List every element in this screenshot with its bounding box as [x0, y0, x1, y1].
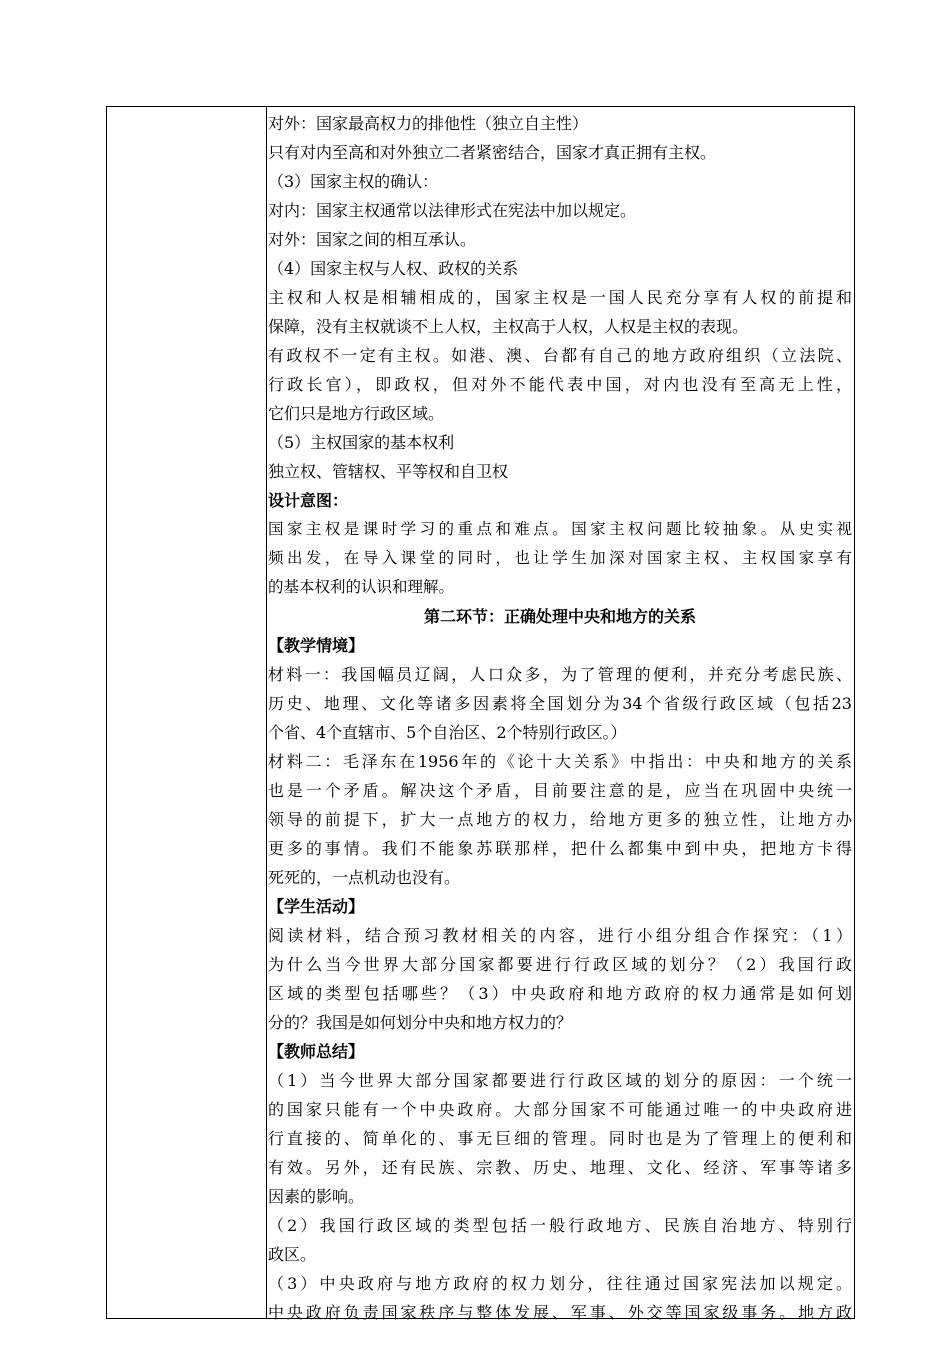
text-line: 有政权不一定有主权。如港、澳、台都有自己的地方政府组织（立法院、: [268, 346, 852, 365]
text-line: 政区。: [268, 1245, 317, 1264]
text-line: （1）当今世界大部分国家都要进行行政区域的划分的原因：一个统一: [268, 1071, 852, 1090]
text-line: 有效。另外，还有民族、宗教、历史、地理、文化、经济、军事等诸多: [268, 1158, 852, 1177]
text-line: 它们只是地方行政区域。: [268, 404, 445, 423]
text-line: （2）我国行政区域的类型包括一般行政地方、民族自治地方、特别行: [268, 1216, 852, 1235]
text-line: 【学生活动】: [268, 897, 365, 916]
text-line: 区域的类型包括哪些？（3）中央政府和地方政府的权力通常是如何划: [268, 984, 852, 1003]
text-line: 的国家只能有一个中央政府。大部分国家不可能通过唯一的中央政府进: [268, 1100, 852, 1119]
text-line: 材料二：毛泽东在1956年的《论十大关系》中指出：中央和地方的关系: [268, 752, 852, 771]
text-line: 频出发，在导入课堂的同时，也让学生加深对国家主权、主权国家享有: [268, 549, 852, 567]
text-line: 更多的事情。我们不能象苏联那样，把什么都集中到中央，把地方卡得: [268, 839, 852, 858]
text-line: 主权和人权是相辅相成的，国家主权是一国人民充分享有人权的前提和: [268, 288, 852, 307]
text-line: 也是一个矛盾。解决这个矛盾，目前要注意的是，应当在巩固中央统一: [268, 781, 852, 800]
text-line: 阅读材料，结合预习教材相关的内容，进行小组分组合作探究：（1）: [268, 926, 852, 945]
text-line: 材料一：我国幅员辽阔，人口众多，为了管理的便利，并充分考虑民族、: [268, 665, 852, 684]
table-left-column: [107, 107, 267, 1318]
text-line: 设计意图：: [268, 491, 349, 510]
text-line: 因素的影响。: [268, 1187, 365, 1206]
text-line: 对内：国家主权通常以法律形式在宪法中加以规定。: [268, 201, 637, 220]
text-line: 对外：国家最高权力的排他性（独立自主性）: [268, 114, 589, 133]
text-line: 独立权、管辖权、平等权和自卫权: [268, 462, 509, 481]
text-line: 中央政府负责国家秩序与整体发展、军事、外交等国家级事务。地方政: [268, 1303, 852, 1322]
text-line: 第二环节：正确处理中央和地方的关系: [423, 607, 696, 626]
text-line: 的基本权利的认识和理解。: [268, 578, 455, 596]
text-line: 领导的前提下，扩大一点地方的权力，给地方更多的独立性，让地方办: [268, 810, 852, 829]
text-line: 只有对内至高和对外独立二者紧密结合，国家才真正拥有主权。: [268, 143, 717, 162]
text-line: 为什么当今世界大部分国家都要进行行政区域的划分？（2）我国行政: [268, 955, 852, 974]
text-line: （4）国家主权与人权、政权的关系: [268, 259, 519, 278]
text-line: 行直接的、简单化的、事无巨细的管理。同时也是为了管理上的便利和: [268, 1129, 852, 1148]
text-line: （3）国家主权的确认：: [268, 172, 439, 191]
text-line: 行政长官），即政权，但对外不能代表中国，对内也没有至高无上性，: [268, 375, 852, 394]
text-line: （5）主权国家的基本权利: [268, 433, 455, 452]
text-line: 【教学情境】: [268, 636, 365, 655]
text-line: 【教师总结】: [268, 1042, 365, 1061]
text-line: 分的？我国是如何划分中央和地方权力的？: [268, 1013, 573, 1032]
text-line: 个省、4个直辖市、5个自治区、2个特别行政区。）: [268, 723, 627, 742]
table-content-cell: [268, 109, 852, 1327]
text-line: 历史、地理、文化等诸多因素将全国划分为34个省级行政区域（包括23: [268, 694, 852, 713]
text-line: 国家主权是课时学习的重点和难点。国家主权问题比较抽象。从史实视: [268, 520, 852, 538]
text-line: 对外：国家之间的相互承认。: [268, 230, 477, 249]
text-line: （3）中央政府与地方政府的权力划分，往往通过国家宪法加以规定。: [268, 1274, 852, 1293]
text-line: 保障，没有主权就谈不上人权，主权高于人权，人权是主权的表现。: [268, 317, 749, 336]
document-table: [106, 106, 855, 1322]
text-line: 死死的，一点机动也没有。: [268, 868, 461, 887]
